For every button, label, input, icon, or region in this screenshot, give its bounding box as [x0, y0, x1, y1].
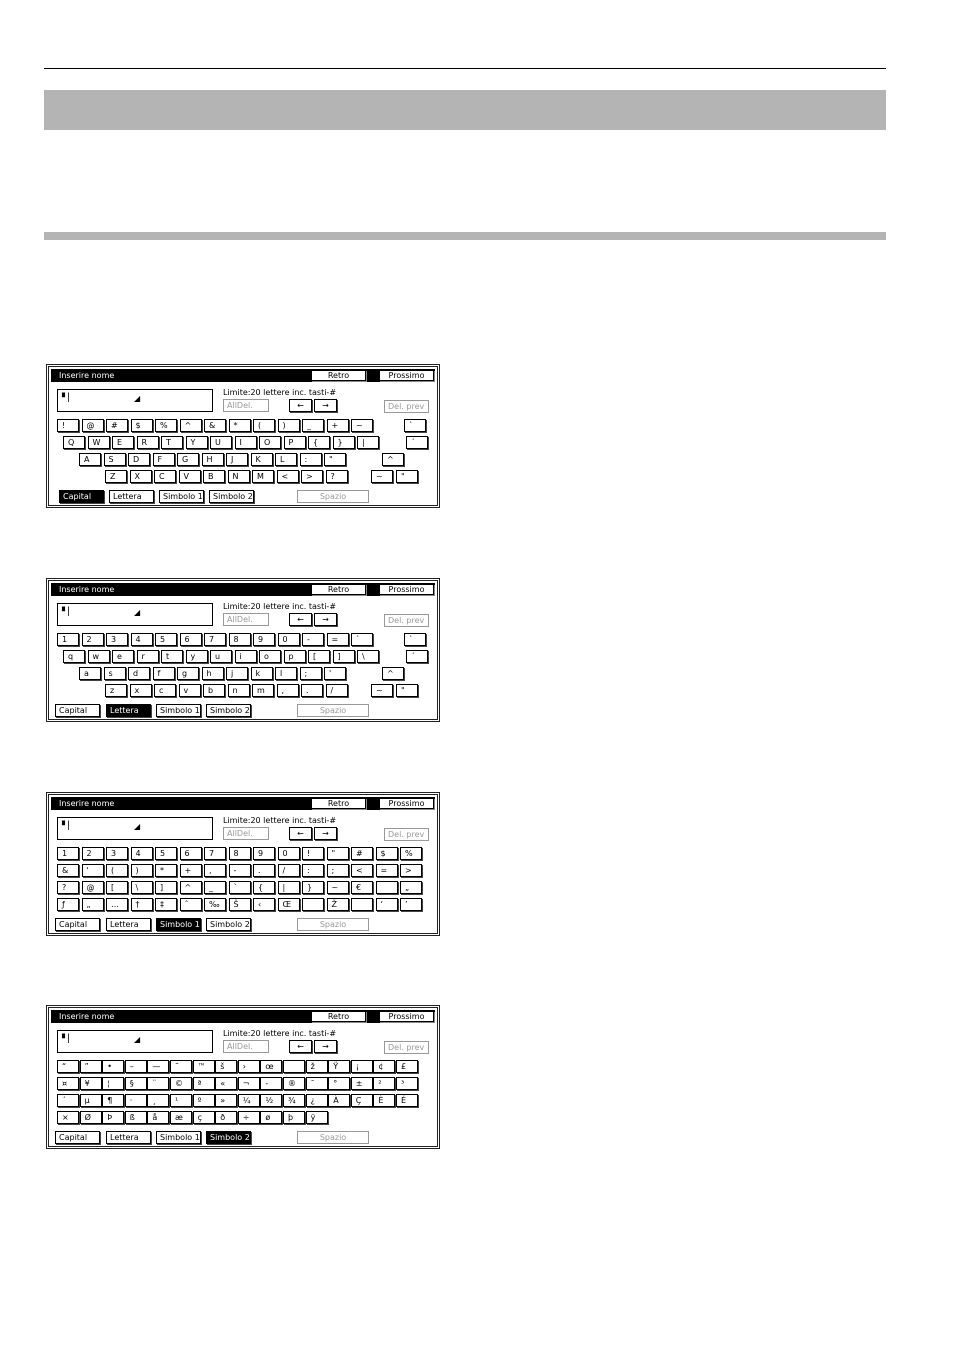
- key[interactable]: N: [228, 470, 250, 483]
- key[interactable]: „: [400, 881, 422, 894]
- key[interactable]: {: [253, 881, 275, 894]
- key[interactable]: ½: [260, 1094, 282, 1107]
- key[interactable]: K: [251, 453, 273, 466]
- key[interactable]: <: [277, 470, 299, 483]
- del-prev-button[interactable]: Del. prev: [384, 400, 429, 413]
- key[interactable]: g: [177, 667, 199, 680]
- key[interactable]: ×: [57, 1111, 79, 1124]
- mode-button[interactable]: Simbolo 1: [156, 918, 201, 931]
- limit-text: Limite:20 lettere inc. tasti-#: [223, 602, 337, 611]
- key[interactable]: T: [161, 436, 183, 449]
- key[interactable]: ¤: [57, 1077, 79, 1090]
- key[interactable]: ': [324, 667, 346, 680]
- key[interactable]: 2: [82, 847, 104, 860]
- key[interactable]: h: [202, 667, 224, 680]
- key[interactable]: š: [215, 1060, 237, 1073]
- key[interactable]: l: [275, 667, 297, 680]
- cursor-marker-icon: ◢: [134, 394, 141, 403]
- key[interactable]: =: [376, 864, 398, 877]
- title-bar: [51, 1010, 435, 1023]
- key[interactable]: ’: [400, 898, 422, 911]
- left-arrow-button[interactable]: ←: [289, 399, 312, 412]
- key[interactable]: ?: [326, 470, 348, 483]
- key[interactable]: r: [137, 650, 159, 663]
- key[interactable]: 9: [253, 633, 275, 646]
- key[interactable]: -: [302, 633, 324, 646]
- left-arrow-button[interactable]: ←: [289, 613, 312, 626]
- key[interactable]: …: [106, 898, 128, 911]
- next-button[interactable]: Prossimo: [379, 370, 434, 381]
- key[interactable]: ~: [327, 881, 349, 894]
- mode-button[interactable]: Simbolo 1: [159, 490, 204, 503]
- accent-key[interactable]: `: [404, 633, 426, 646]
- key[interactable]: 0: [278, 633, 300, 646]
- mode-button[interactable]: Simbolo 2: [206, 704, 251, 717]
- del-prev-button[interactable]: Del. prev: [384, 828, 429, 841]
- text-cursor-icon: ▘▏: [62, 821, 75, 830]
- key[interactable]: [: [106, 881, 128, 894]
- key[interactable]: ž: [306, 1060, 328, 1073]
- key[interactable]: E: [112, 436, 134, 449]
- right-arrow-button[interactable]: →: [314, 827, 337, 840]
- alldel-button[interactable]: AllDel.: [223, 827, 269, 840]
- key[interactable]: >: [301, 470, 323, 483]
- key[interactable]: ±: [351, 1077, 373, 1090]
- key[interactable]: 7: [204, 847, 226, 860]
- key[interactable]: 1: [57, 847, 79, 860]
- subsection-band: [44, 232, 886, 240]
- alldel-button[interactable]: AllDel.: [223, 399, 269, 412]
- key[interactable]: %: [400, 847, 422, 860]
- key[interactable]: ©: [170, 1077, 192, 1090]
- key[interactable]: k: [251, 667, 273, 680]
- key[interactable]: <: [351, 864, 373, 877]
- back-button[interactable]: Retro: [311, 584, 366, 595]
- key[interactable]: Œ: [278, 898, 300, 911]
- key[interactable]: &: [204, 419, 226, 432]
- key[interactable]: ¬: [238, 1077, 260, 1090]
- key[interactable]: =: [327, 633, 349, 646]
- key[interactable]: ¨: [147, 1077, 169, 1090]
- keyboard-panel: [46, 1005, 440, 1149]
- key[interactable]: B: [203, 470, 225, 483]
- key[interactable]: ÷: [238, 1111, 260, 1124]
- panel-title: Inserire nome: [59, 585, 115, 594]
- cursor-marker-icon: ◢: [134, 608, 141, 617]
- text-cursor-icon: ▘▏: [62, 1034, 75, 1043]
- key[interactable]: ~: [351, 419, 373, 432]
- key[interactable]: j: [226, 667, 248, 680]
- key[interactable]: ¯: [306, 1077, 328, 1090]
- key[interactable]: Ø: [80, 1111, 102, 1124]
- key[interactable]: e: [112, 650, 134, 663]
- key[interactable]: ¸: [147, 1094, 169, 1107]
- key[interactable]: !: [57, 419, 79, 432]
- cursor-marker-icon: ◢: [134, 1035, 141, 1044]
- key[interactable]: †: [131, 898, 153, 911]
- name-input[interactable]: [57, 603, 213, 626]
- key[interactable]: 4: [131, 847, 153, 860]
- mode-button[interactable]: Lettera: [106, 1131, 151, 1144]
- key[interactable]: F: [153, 453, 175, 466]
- key[interactable]: 3: [106, 633, 128, 646]
- key[interactable]: ": [327, 847, 349, 860]
- right-arrow-button[interactable]: →: [314, 399, 337, 412]
- key[interactable]: f: [153, 667, 175, 680]
- key[interactable]: x: [130, 684, 152, 697]
- key[interactable]: J: [226, 453, 248, 466]
- key[interactable]: 6: [180, 633, 202, 646]
- text-cursor-icon: ▘▏: [62, 393, 75, 402]
- key[interactable]: Ç: [351, 1094, 373, 1107]
- key[interactable]: §: [125, 1077, 147, 1090]
- next-button[interactable]: Prossimo: [379, 798, 434, 809]
- key[interactable]: 0: [278, 847, 300, 860]
- name-input[interactable]: [57, 817, 213, 840]
- key[interactable]: [351, 898, 373, 911]
- key[interactable]: [283, 1060, 305, 1073]
- key[interactable]: 5: [155, 633, 177, 646]
- mode-button[interactable]: Capital: [59, 490, 104, 503]
- key[interactable]: s: [104, 667, 126, 680]
- accent-key[interactable]: ~: [371, 684, 393, 697]
- key[interactable]: ¶: [102, 1094, 124, 1107]
- accent-key[interactable]: ´: [406, 436, 428, 449]
- key[interactable]: a: [79, 667, 101, 680]
- key[interactable]: V: [179, 470, 201, 483]
- key[interactable]: {: [308, 436, 330, 449]
- back-button[interactable]: Retro: [311, 1011, 366, 1022]
- space-button[interactable]: Spazio: [297, 704, 369, 717]
- key[interactable]: _: [204, 881, 226, 894]
- back-button[interactable]: Retro: [311, 370, 366, 381]
- alldel-button[interactable]: AllDel.: [223, 1040, 269, 1053]
- key[interactable]: 3: [106, 847, 128, 860]
- key[interactable]: #: [351, 847, 373, 860]
- right-arrow-button[interactable]: →: [314, 613, 337, 626]
- key[interactable]: }: [333, 436, 355, 449]
- key[interactable]: C: [154, 470, 176, 483]
- key[interactable]: ´: [57, 1094, 79, 1107]
- title-bar: [51, 797, 435, 810]
- key[interactable]: Z: [105, 470, 127, 483]
- key[interactable]: Ž: [327, 898, 349, 911]
- mode-button[interactable]: Lettera: [106, 918, 151, 931]
- key[interactable]: ƒ: [57, 898, 79, 911]
- key[interactable]: ]: [333, 650, 355, 663]
- key[interactable]: æ: [170, 1111, 192, 1124]
- accent-key[interactable]: ": [396, 470, 418, 483]
- key[interactable]: ø: [260, 1111, 282, 1124]
- key[interactable]: ;: [327, 864, 349, 877]
- key[interactable]: ¥: [80, 1077, 102, 1090]
- key[interactable]: |: [357, 436, 379, 449]
- key[interactable]: A: [79, 453, 101, 466]
- accent-key[interactable]: ^: [382, 453, 404, 466]
- key[interactable]: «: [215, 1077, 237, 1090]
- key[interactable]: u: [210, 650, 232, 663]
- title-bar: [51, 369, 435, 382]
- key[interactable]: 1: [57, 633, 79, 646]
- key[interactable]: d: [128, 667, 150, 680]
- accent-key[interactable]: ": [396, 684, 418, 697]
- key[interactable]: ð: [215, 1111, 237, 1124]
- key[interactable]: 9: [253, 847, 275, 860]
- key[interactable]: _: [302, 419, 324, 432]
- key[interactable]: ,: [277, 684, 299, 697]
- key[interactable]: v: [179, 684, 201, 697]
- key[interactable]: |: [278, 881, 300, 894]
- key[interactable]: È: [373, 1094, 395, 1107]
- key[interactable]: Ÿ: [328, 1060, 350, 1073]
- accent-key[interactable]: ~: [371, 470, 393, 483]
- key[interactable]: ³: [396, 1077, 418, 1090]
- key[interactable]: G: [177, 453, 199, 466]
- key[interactable]: ÿ: [306, 1111, 328, 1124]
- key[interactable]: O: [259, 436, 281, 449]
- accent-key[interactable]: ^: [382, 667, 404, 680]
- cursor-marker-icon: ◢: [134, 822, 141, 831]
- key[interactable]: o: [259, 650, 281, 663]
- space-button[interactable]: Spazio: [297, 1131, 369, 1144]
- key[interactable]: }: [302, 881, 324, 894]
- key[interactable]: #: [106, 419, 128, 432]
- key[interactable]: 4: [131, 633, 153, 646]
- key[interactable]: /: [278, 864, 300, 877]
- key[interactable]: ”: [80, 1060, 102, 1073]
- key[interactable]: ): [278, 419, 300, 432]
- key[interactable]: I: [235, 436, 257, 449]
- key[interactable]: ‡: [155, 898, 177, 911]
- key[interactable]: –: [125, 1060, 147, 1073]
- mode-button[interactable]: Simbolo 1: [156, 704, 201, 717]
- top-rule: [44, 68, 886, 69]
- key[interactable]: [302, 898, 324, 911]
- key[interactable]: *: [229, 419, 251, 432]
- key[interactable]: t: [161, 650, 183, 663]
- key[interactable]: m: [252, 684, 274, 697]
- key[interactable]: ˜: [170, 1060, 192, 1073]
- text-cursor-icon: ▘▏: [62, 607, 75, 616]
- key[interactable]: [: [308, 650, 330, 663]
- key[interactable]: !: [302, 847, 324, 860]
- key[interactable]: @: [82, 419, 104, 432]
- key[interactable]: Þ: [102, 1111, 124, 1124]
- key[interactable]: ‹: [253, 898, 275, 911]
- mode-button[interactable]: Simbolo 2: [206, 1131, 251, 1144]
- key[interactable]: ™: [193, 1060, 215, 1073]
- key[interactable]: ‘: [376, 898, 398, 911]
- key[interactable]: ¾: [283, 1094, 305, 1107]
- key[interactable]: -: [260, 1077, 282, 1090]
- key[interactable]: °: [328, 1077, 350, 1090]
- key[interactable]: H: [202, 453, 224, 466]
- alldel-button[interactable]: AllDel.: [223, 613, 269, 626]
- panel-title: Inserire nome: [59, 1012, 115, 1021]
- key[interactable]: ²: [373, 1077, 395, 1090]
- key[interactable]: *: [155, 864, 177, 877]
- key[interactable]: L: [275, 453, 297, 466]
- key[interactable]: —: [147, 1060, 169, 1073]
- section-header-band: [44, 90, 886, 130]
- key[interactable]: ª: [193, 1077, 215, 1090]
- key[interactable]: ): [131, 864, 153, 877]
- key[interactable]: ‰: [204, 898, 226, 911]
- key[interactable]: (: [106, 864, 128, 877]
- key[interactable]: ¼: [238, 1094, 260, 1107]
- accent-key[interactable]: `: [404, 419, 426, 432]
- right-arrow-button[interactable]: →: [314, 1040, 337, 1053]
- mode-button[interactable]: Simbolo 2: [206, 918, 251, 931]
- mode-button[interactable]: Lettera: [106, 704, 151, 717]
- key[interactable]: ": [324, 453, 346, 466]
- key[interactable]: W: [88, 436, 110, 449]
- key[interactable]: µ: [80, 1094, 102, 1107]
- key[interactable]: •: [102, 1060, 124, 1073]
- mode-button[interactable]: Capital: [55, 1131, 100, 1144]
- key[interactable]: ß: [125, 1111, 147, 1124]
- key[interactable]: É: [396, 1094, 418, 1107]
- del-prev-button[interactable]: Del. prev: [384, 1041, 429, 1054]
- key[interactable]: `: [351, 633, 373, 646]
- key[interactable]: +: [327, 419, 349, 432]
- key[interactable]: ^: [180, 881, 202, 894]
- name-input[interactable]: [57, 389, 213, 412]
- key[interactable]: ˆ: [180, 898, 202, 911]
- key[interactable]: œ: [260, 1060, 282, 1073]
- title-bar: [51, 583, 435, 596]
- keyboard-panel: [46, 364, 440, 508]
- key[interactable]: `: [229, 881, 251, 894]
- key[interactable]: \: [131, 881, 153, 894]
- mode-button[interactable]: Simbolo 2: [209, 490, 254, 503]
- key[interactable]: ¦: [102, 1077, 124, 1090]
- key[interactable]: y: [186, 650, 208, 663]
- key[interactable]: p: [284, 650, 306, 663]
- key[interactable]: ®: [283, 1077, 305, 1090]
- key[interactable]: b: [203, 684, 225, 697]
- del-prev-button[interactable]: Del. prev: [384, 614, 429, 627]
- left-arrow-button[interactable]: ←: [289, 827, 312, 840]
- key[interactable]: R: [137, 436, 159, 449]
- key[interactable]: »: [215, 1094, 237, 1107]
- key[interactable]: q: [63, 650, 85, 663]
- key[interactable]: º: [193, 1094, 215, 1107]
- key[interactable]: „: [82, 898, 104, 911]
- panel-title: Inserire nome: [59, 371, 115, 380]
- name-input[interactable]: [57, 1030, 213, 1053]
- key[interactable]: X: [130, 470, 152, 483]
- key[interactable]: z: [105, 684, 127, 697]
- limit-text: Limite:20 lettere inc. tasti-#: [223, 816, 337, 825]
- key[interactable]: 8: [229, 847, 251, 860]
- key[interactable]: ¢: [373, 1060, 395, 1073]
- key[interactable]: ^: [180, 419, 202, 432]
- key[interactable]: D: [128, 453, 150, 466]
- key[interactable]: å: [147, 1111, 169, 1124]
- key[interactable]: þ: [283, 1111, 305, 1124]
- key[interactable]: ç: [193, 1111, 215, 1124]
- key[interactable]: ;: [300, 667, 322, 680]
- key[interactable]: €: [351, 881, 373, 894]
- key[interactable]: ¹: [170, 1094, 192, 1107]
- key[interactable]: \: [357, 650, 379, 663]
- key[interactable]: 2: [82, 633, 104, 646]
- key[interactable]: [376, 881, 398, 894]
- key[interactable]: >: [400, 864, 422, 877]
- key[interactable]: :: [302, 864, 324, 877]
- key[interactable]: ]: [155, 881, 177, 894]
- key[interactable]: ¿: [306, 1094, 328, 1107]
- key[interactable]: 8: [229, 633, 251, 646]
- mode-button[interactable]: Capital: [55, 918, 100, 931]
- panel-title: Inserire nome: [59, 799, 115, 808]
- next-button[interactable]: Prossimo: [379, 584, 434, 595]
- key[interactable]: S: [104, 453, 126, 466]
- key[interactable]: ·: [125, 1094, 147, 1107]
- back-button[interactable]: Retro: [311, 798, 366, 809]
- keyboard-panel: [46, 578, 440, 722]
- key[interactable]: ': [82, 864, 104, 877]
- mode-button[interactable]: Lettera: [109, 490, 154, 503]
- key[interactable]: %: [155, 419, 177, 432]
- key[interactable]: .: [253, 864, 275, 877]
- key[interactable]: P: [284, 436, 306, 449]
- key[interactable]: ?: [57, 881, 79, 894]
- key[interactable]: 7: [204, 633, 226, 646]
- key[interactable]: “: [57, 1060, 79, 1073]
- key[interactable]: w: [88, 650, 110, 663]
- space-button[interactable]: Spazio: [297, 918, 369, 931]
- key[interactable]: 5: [155, 847, 177, 860]
- key[interactable]: i: [235, 650, 257, 663]
- key[interactable]: n: [228, 684, 250, 697]
- key[interactable]: £: [396, 1060, 418, 1073]
- key[interactable]: (: [253, 419, 275, 432]
- key[interactable]: ,: [204, 864, 226, 877]
- key[interactable]: +: [180, 864, 202, 877]
- key[interactable]: U: [210, 436, 232, 449]
- key[interactable]: .: [301, 684, 323, 697]
- limit-text: Limite:20 lettere inc. tasti-#: [223, 388, 337, 397]
- key[interactable]: -: [229, 864, 251, 877]
- left-arrow-button[interactable]: ←: [289, 1040, 312, 1053]
- key[interactable]: /: [326, 684, 348, 697]
- mode-button[interactable]: Simbolo 1: [156, 1131, 201, 1144]
- key[interactable]: $: [376, 847, 398, 860]
- keyboard-panel: [46, 792, 440, 936]
- key[interactable]: ›: [238, 1060, 260, 1073]
- accent-key[interactable]: ´: [406, 650, 428, 663]
- key[interactable]: @: [82, 881, 104, 894]
- key[interactable]: Q: [63, 436, 85, 449]
- key[interactable]: Š: [229, 898, 251, 911]
- space-button[interactable]: Spazio: [297, 490, 369, 503]
- mode-button[interactable]: Capital: [55, 704, 100, 717]
- key[interactable]: &: [57, 864, 79, 877]
- key[interactable]: Y: [186, 436, 208, 449]
- key[interactable]: ¡: [351, 1060, 373, 1073]
- key[interactable]: 6: [180, 847, 202, 860]
- key[interactable]: M: [252, 470, 274, 483]
- limit-text: Limite:20 lettere inc. tasti-#: [223, 1029, 337, 1038]
- key[interactable]: :: [300, 453, 322, 466]
- key[interactable]: À: [328, 1094, 350, 1107]
- next-button[interactable]: Prossimo: [379, 1011, 434, 1022]
- key[interactable]: c: [154, 684, 176, 697]
- key[interactable]: $: [131, 419, 153, 432]
